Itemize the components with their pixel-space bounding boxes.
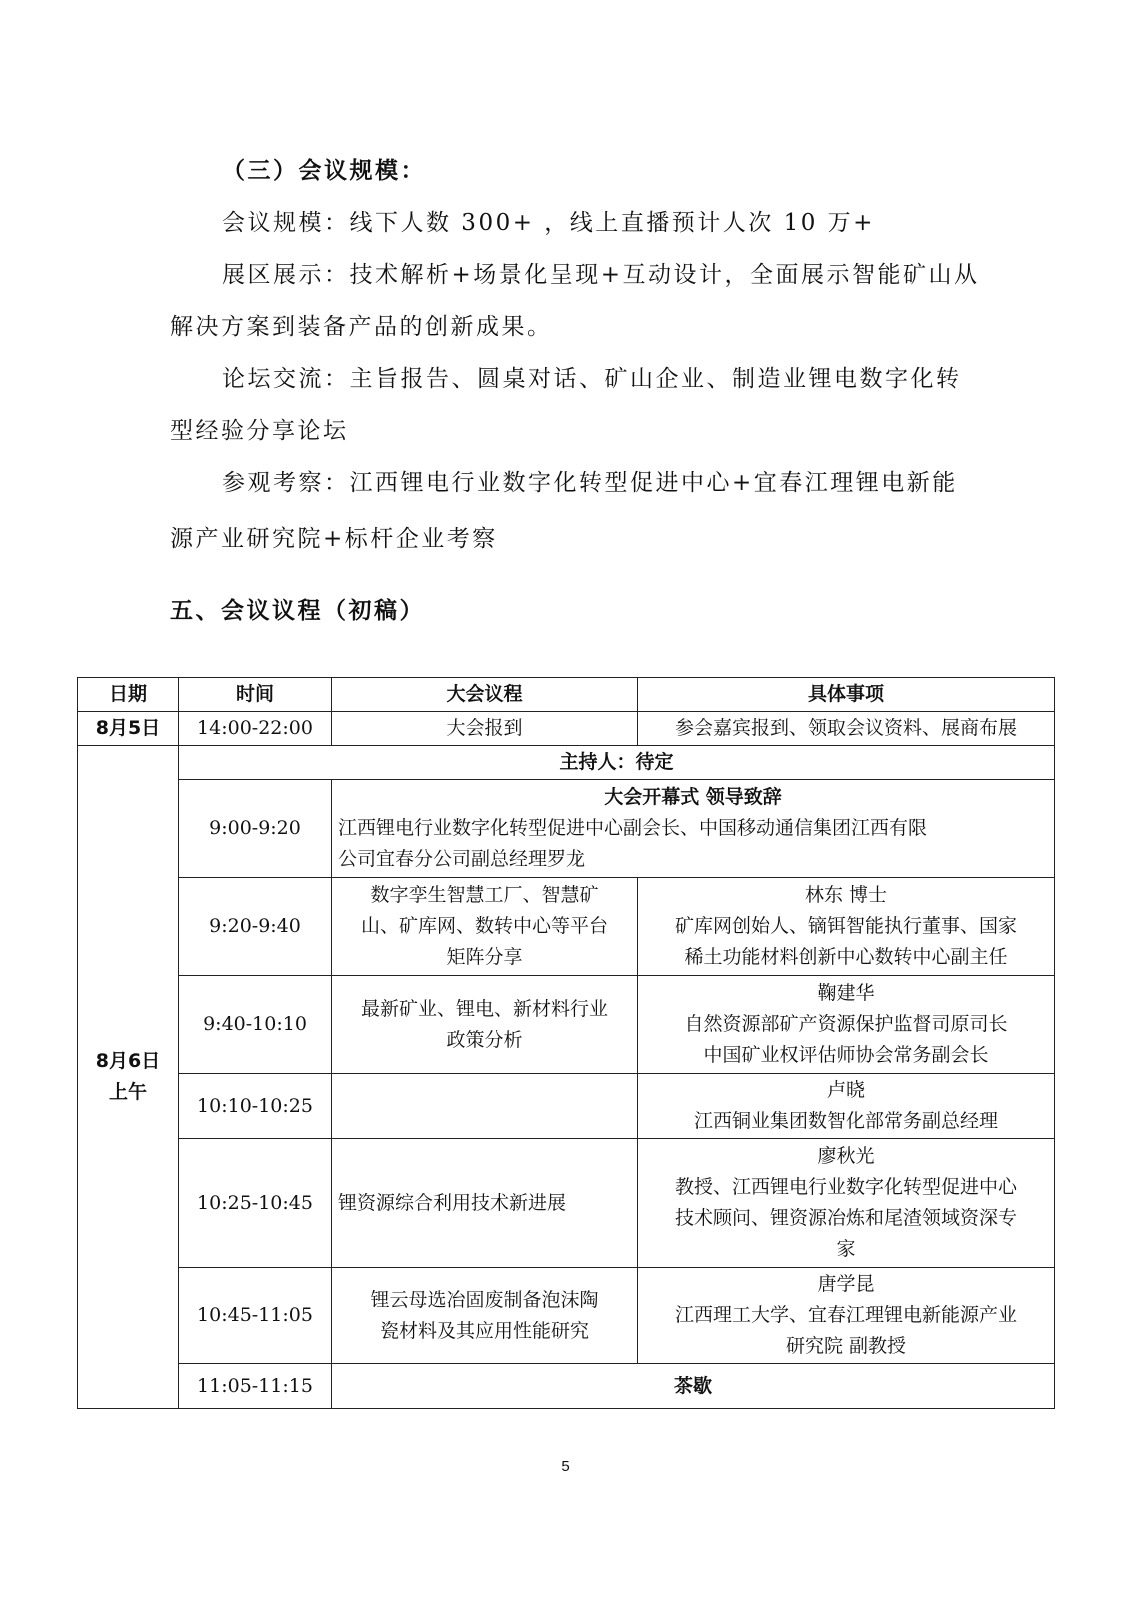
detail-cell — [638, 878, 1055, 976]
time-cell: 9:00-9:20 — [179, 780, 332, 878]
header-agenda: 大会议程 — [332, 678, 638, 712]
header-date: 日期 — [78, 678, 179, 712]
time-cell: 10:45-11:05 — [179, 1268, 332, 1364]
paragraph-exhibit-line1: 展区展示：技术解析+场景化呈现+互动设计，全面展示智能矿山从 — [222, 262, 980, 288]
table-row — [78, 1074, 1055, 1139]
detail-cell — [638, 1139, 1055, 1268]
agenda-line: 锂资源综合利用技术新进展 — [338, 1191, 567, 1214]
tea-break-cell: 茶歇 — [332, 1364, 1055, 1409]
paragraph-visit-line1: 参观考察：江西锂电行业数字化转型促进中心+宜春江理锂电新能 — [222, 470, 958, 496]
detail-line: 自然资源部矿产资源保护监督司原司长 — [684, 1013, 1008, 1035]
table-row — [78, 746, 1055, 780]
detail-cell — [638, 1268, 1055, 1364]
agenda-cell — [332, 976, 638, 1074]
agenda-line: 政策分析 — [446, 1028, 523, 1051]
date-cell: 8月5日 — [78, 712, 179, 746]
detail-line: 技术顾问、锂资源冶炼和尾渣领域资深专 — [674, 1207, 1017, 1229]
time-cell: 10:10-10:25 — [179, 1074, 332, 1139]
speaker-name: 唐学昆 — [817, 1273, 875, 1295]
table-row — [78, 976, 1055, 1074]
opening-cell — [332, 780, 1055, 878]
paragraph-forum-line2: 型经验分享论坛 — [170, 418, 349, 444]
table-row — [78, 780, 1055, 878]
detail-line: 矿库网创始人、镝铒智能执行董事、国家 — [674, 915, 1017, 937]
table-row — [78, 1139, 1055, 1268]
detail-line: 教授、江西锂电行业数字化转型促进中心 — [674, 1176, 1017, 1198]
opening-line: 公司宜春分公司副总经理罗龙 — [338, 848, 586, 870]
speaker-name: 林东 博士 — [804, 884, 888, 906]
section-scale-heading: （三）会议规模： — [222, 158, 426, 184]
agenda-line: 数字孪生智慧工厂、智慧矿 — [370, 884, 599, 906]
agenda-cell — [332, 878, 638, 976]
host-cell: 主持人：待定 — [179, 746, 1055, 780]
paragraph-scale: 会议规模：线下人数 300+ ，线上直播预计人次 10 万+ — [222, 210, 875, 236]
detail-cell: 参会嘉宾报到、领取会议资料、展商布展 — [638, 712, 1055, 746]
agenda-line: 山、矿库网、数转中心等平台 — [360, 915, 608, 937]
date-cell-aug6 — [78, 746, 179, 1409]
agenda-line: 锂云母选冶固废制备泡沫陶 — [370, 1288, 599, 1311]
speaker-name: 廖秋光 — [817, 1145, 875, 1167]
paragraph-visit-line2: 源产业研究院+标杆企业考察 — [170, 526, 498, 552]
agenda-line: 最新矿业、锂电、新材料行业 — [360, 997, 608, 1020]
date-line: 上午 — [108, 1081, 147, 1103]
paragraph-exhibit-line2: 解决方案到装备产品的创新成果。 — [170, 314, 553, 340]
table-row — [78, 712, 1055, 746]
agenda-table — [77, 677, 1055, 1409]
time-cell: 14:00-22:00 — [179, 712, 332, 746]
detail-line: 江西铜业集团数智化部常务副总经理 — [693, 1110, 998, 1132]
opening-line: 江西锂电行业数字化转型促进中心副会长、中国移动通信集团江西有限 — [338, 817, 928, 839]
table-row — [78, 878, 1055, 976]
agenda-cell — [332, 1074, 638, 1139]
agenda-line: 矩阵分享 — [446, 946, 523, 968]
opening-title: 大会开幕式 领导致辞 — [604, 786, 782, 808]
agenda-cell — [332, 1139, 638, 1268]
detail-cell — [638, 1074, 1055, 1139]
time-cell: 9:40-10:10 — [179, 976, 332, 1074]
table-row — [78, 1364, 1055, 1409]
time-cell: 11:05-11:15 — [179, 1364, 332, 1409]
speaker-name: 卢晓 — [826, 1079, 865, 1101]
paragraph-forum-line1: 论坛交流：主旨报告、圆桌对话、矿山企业、制造业锂电数字化转 — [222, 366, 962, 392]
agenda-line: 瓷材料及其应用性能研究 — [379, 1319, 589, 1342]
time-cell: 9:20-9:40 — [179, 878, 332, 976]
header-detail: 具体事项 — [638, 678, 1055, 712]
table-header-row — [78, 678, 1055, 712]
detail-cell — [638, 976, 1055, 1074]
date-line: 8月6日 — [95, 1050, 161, 1072]
detail-line: 研究院 副教授 — [785, 1335, 907, 1357]
time-cell: 10:25-10:45 — [179, 1139, 332, 1268]
agenda-cell — [332, 1268, 638, 1364]
agenda-cell: 大会报到 — [332, 712, 638, 746]
speaker-name: 鞠建华 — [817, 982, 875, 1004]
header-time: 时间 — [179, 678, 332, 712]
table-row — [78, 1268, 1055, 1364]
detail-line: 中国矿业权评估师协会常务副会长 — [703, 1044, 989, 1066]
page-number: 5 — [561, 1458, 570, 1475]
detail-line: 江西理工大学、宜春江理锂电新能源产业 — [674, 1304, 1017, 1326]
detail-line: 家 — [836, 1238, 856, 1260]
section-agenda-heading: 五、会议议程（初稿） — [170, 598, 425, 624]
detail-line: 稀土功能材料创新中心数转中心副主任 — [684, 946, 1008, 968]
